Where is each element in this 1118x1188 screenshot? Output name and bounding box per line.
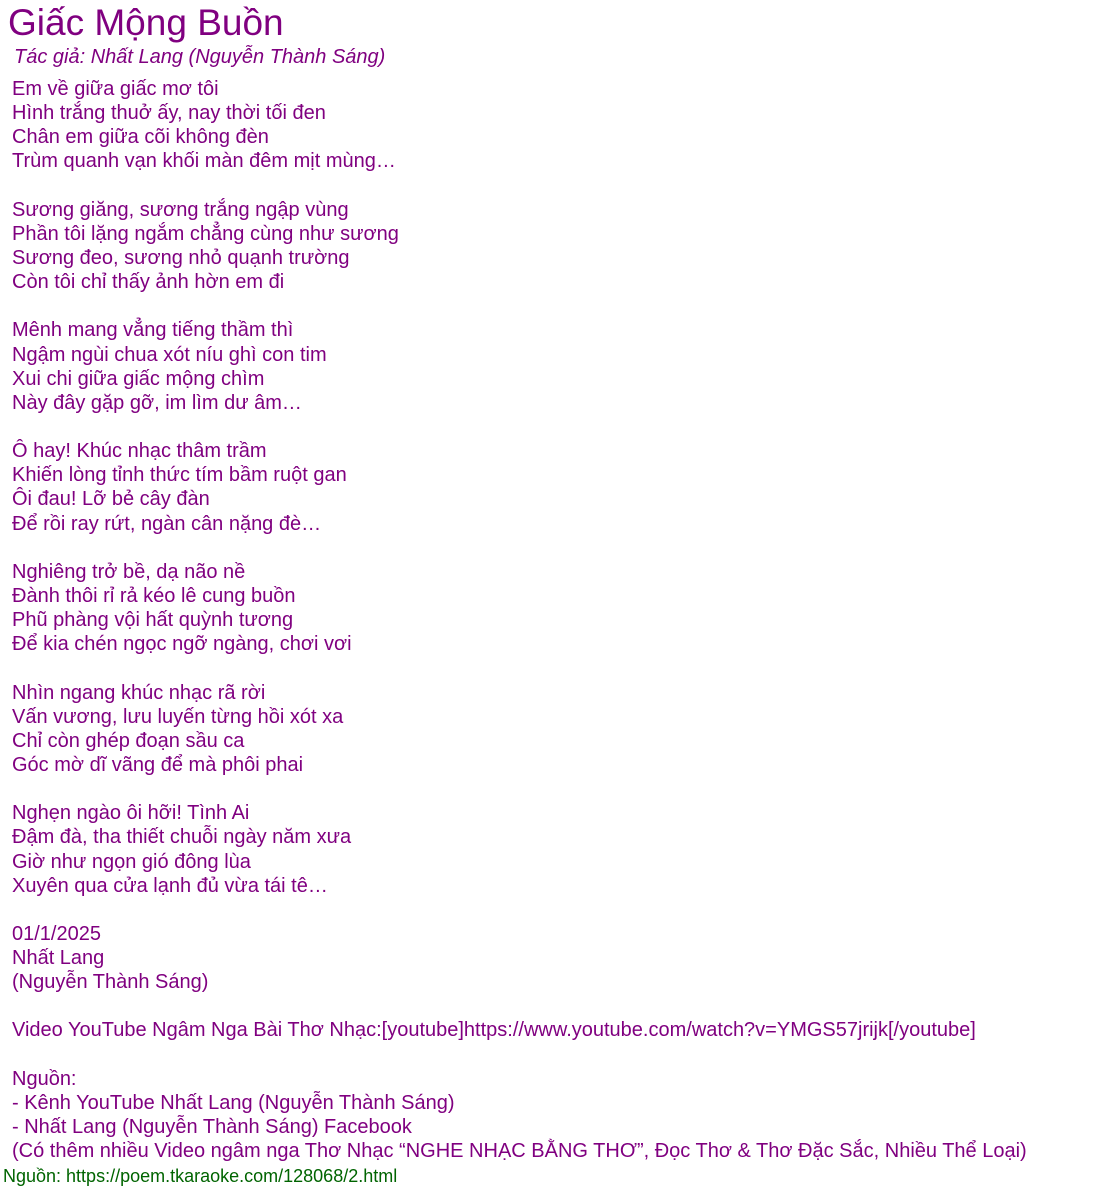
poem-line: Còn tôi chỉ thấy ảnh hờn em đi — [12, 271, 285, 294]
poem-line: Phũ phàng vội hất quỳnh tương — [12, 609, 294, 632]
poem-line: Chỉ còn ghép đoạn sầu ca — [12, 729, 245, 752]
poem-body — [12, 77, 1112, 1163]
date-line: 01/1/2025 — [12, 922, 101, 945]
poem-line: Vấn vương, lưu luyến từng hồi xót xa — [12, 705, 344, 728]
credits-item: - Kênh YouTube Nhất Lang (Nguyễn Thành Sáng) — [12, 1091, 455, 1114]
signature-name: Nhất Lang — [12, 947, 105, 970]
poem-line: Ôi đau! Lỡ bẻ cây đàn — [12, 488, 210, 511]
poem-line: Nghiêng trở bề, dạ não nề — [12, 560, 246, 583]
credits-heading: Nguồn: — [12, 1067, 77, 1090]
poem-line: Phần tôi lặng ngắm chẳng cùng như sương — [12, 222, 399, 245]
blank-line — [12, 415, 1112, 439]
blank-line — [12, 536, 1112, 560]
signature-fullname: (Nguyễn Thành Sáng) — [12, 971, 209, 994]
poem-line: Đành thôi rỉ rả kéo lê cung buồn — [12, 584, 296, 607]
poem-line: Em về giữa giấc mơ tôi — [12, 78, 219, 100]
credits-note: (Có thêm nhiều Video ngâm nga Thơ Nhạc “NGHE NHẠC BẰNG THƠ”, Đọc Thơ & Thơ Đặc Sắc, Nhiều Thể Loại) — [12, 1140, 1027, 1163]
poem-line: Ô hay! Khúc nhạc thâm trầm — [12, 440, 267, 463]
poem-line: Nhìn ngang khúc nhạc rã rời — [12, 681, 266, 704]
blank-line — [12, 898, 1112, 922]
blank-line — [12, 1043, 1112, 1067]
poem-line: Sương giăng, sương trắng ngập vùng — [12, 198, 349, 221]
poem-line: Để kia chén ngọc ngỡ ngàng, chơi vơi — [12, 633, 352, 656]
source-link[interactable]: Nguồn: https://poem.tkaraoke.com/128068/2.html — [3, 1166, 398, 1186]
poem-author: Tác giả: Nhất Lang (Nguyễn Thành Sáng) — [14, 46, 386, 68]
poem-line: Đậm đà, tha thiết chuỗi ngày năm xưa — [12, 826, 352, 849]
poem-line: Ngậm ngùi chua xót níu ghì con tim — [12, 343, 327, 366]
poem-line: Để rồi ray rứt, ngàn cân nặng đè… — [12, 512, 322, 535]
video-line: Video YouTube Ngâm Nga Bài Thơ Nhạc:[youtube]https://www.youtube.com/watch?v=YMGS57jrijk[/youtube] — [12, 1019, 976, 1042]
blank-line — [12, 174, 1112, 198]
blank-line — [12, 994, 1112, 1018]
credits-item: - Nhất Lang (Nguyễn Thành Sáng) Facebook — [12, 1116, 412, 1139]
poem-line: Khiến lòng tỉnh thức tím bầm ruột gan — [12, 464, 347, 487]
poem-line: Sương đeo, sương nhỏ quạnh trường — [12, 246, 350, 269]
blank-line — [12, 656, 1112, 680]
poem-line: Hình trắng thuở ấy, nay thời tối đen — [12, 102, 326, 125]
poem-line: Góc mờ dĩ vãng để mà phôi phai — [12, 753, 304, 776]
poem-line: Xui chi giữa giấc mộng chìm — [12, 367, 265, 390]
poem-line: Chân em giữa cõi không đèn — [12, 126, 269, 149]
poem-line: Này đây gặp gỡ, im lìm dư âm… — [12, 391, 302, 414]
blank-line — [12, 294, 1112, 318]
poem-line: Trùm quanh vạn khối màn đêm mịt mùng… — [12, 150, 396, 173]
poem-line: Giờ như ngọn gió đông lùa — [12, 850, 251, 873]
poem-line: Mênh mang vẳng tiếng thầm thì — [12, 319, 294, 342]
poem-line: Nghẹn ngào ôi hỡi! Tình Ai — [12, 802, 250, 825]
poem-title: Giấc Mộng Buồn — [8, 2, 284, 43]
blank-line — [12, 777, 1112, 801]
poem-line: Xuyên qua cửa lạnh đủ vừa tái tê… — [12, 874, 328, 897]
